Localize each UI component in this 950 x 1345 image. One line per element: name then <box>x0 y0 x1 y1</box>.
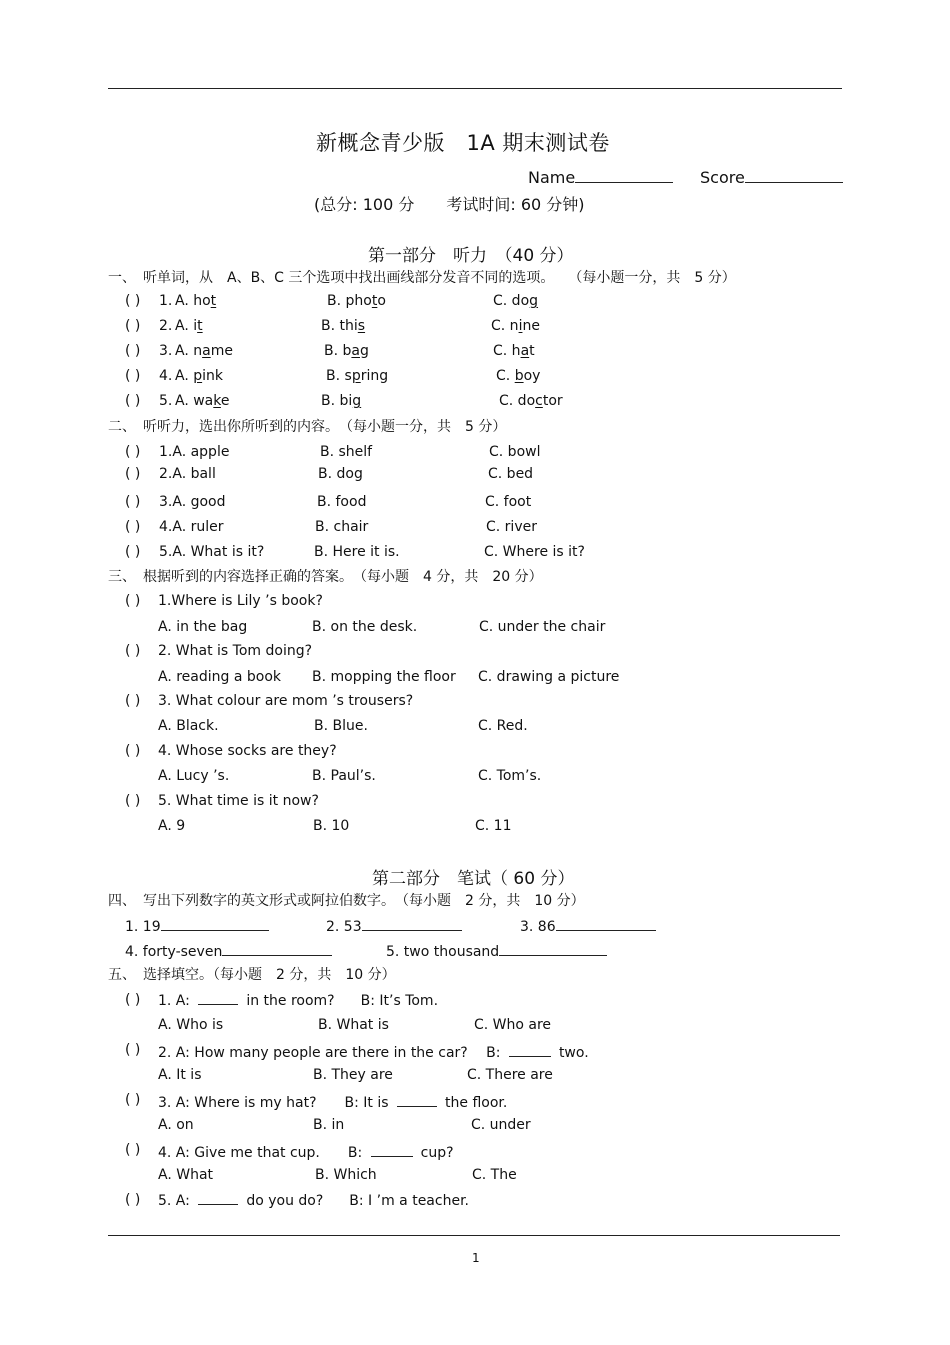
option-b[interactable]: B. They are <box>313 1067 393 1083</box>
answer-paren[interactable]: ( ) <box>125 293 141 309</box>
option-a[interactable] <box>175 293 216 309</box>
page-title: 新概念青少版 1A 期末测试卷 <box>316 131 610 155</box>
name-field[interactable] <box>528 168 673 187</box>
option-b[interactable]: B. Here it is. <box>314 544 400 560</box>
score-field[interactable] <box>700 168 843 187</box>
option-text: me <box>210 343 233 359</box>
answer-speaker-b: B: It’s Tom. <box>360 993 439 1009</box>
option-a[interactable]: A. What <box>158 1167 214 1183</box>
answer-paren[interactable]: ( ) <box>125 544 141 560</box>
answer-paren[interactable]: ( ) <box>125 519 141 535</box>
option-text: ring <box>360 368 389 384</box>
option-a[interactable]: A. Black. <box>158 718 219 734</box>
answer-paren[interactable]: ( ) <box>125 593 141 609</box>
answer-paren[interactable]: ( ) <box>125 643 141 659</box>
number-question-4 <box>125 943 332 960</box>
name-label: Name <box>528 168 576 187</box>
option-text: t <box>529 343 535 359</box>
option-b[interactable] <box>321 318 365 334</box>
number-question-2 <box>326 918 462 935</box>
name-blank[interactable] <box>575 170 673 183</box>
option-text: C. <box>496 368 515 384</box>
option-text: C. n <box>491 318 519 334</box>
number-question-2-text: 2. 53 <box>326 919 362 935</box>
page-number: 1 <box>472 1251 480 1265</box>
question-text: 2. What is Tom doing? <box>158 643 313 659</box>
number-answer-2[interactable] <box>362 918 462 931</box>
part2-title: 第二部分 笔试（ 60 分） <box>372 869 575 889</box>
answer-paren[interactable]: ( ) <box>125 466 141 482</box>
fill-blank[interactable] <box>509 1044 551 1057</box>
option-c[interactable] <box>493 293 538 309</box>
option-c[interactable]: C. Where is it? <box>484 544 585 560</box>
option-c[interactable]: C. Red. <box>478 718 528 734</box>
option-a[interactable]: A. on <box>158 1117 194 1133</box>
answer-paren[interactable]: ( ) <box>125 992 141 1008</box>
number-answer-1[interactable] <box>161 918 269 931</box>
option-c[interactable]: C. river <box>486 519 537 535</box>
fill-blank[interactable] <box>397 1094 437 1107</box>
option-text: A. wa <box>175 393 214 409</box>
option-b[interactable]: B. mopping the floor <box>312 669 456 685</box>
fill-blank[interactable] <box>198 992 238 1005</box>
underlined-letter: p <box>193 368 203 384</box>
option-b[interactable] <box>321 393 361 409</box>
question-text <box>158 1042 589 1062</box>
underlined-letter: g <box>352 393 362 409</box>
option-c[interactable]: C. foot <box>485 494 532 510</box>
number-question-4-text: 4. forty-seven <box>125 944 223 960</box>
score-label: Score <box>700 168 745 187</box>
number-answer-5[interactable] <box>499 943 607 956</box>
underlined-letter: t <box>371 293 378 309</box>
answer-paren[interactable]: ( ) <box>125 743 141 759</box>
underlined-letter: s <box>357 318 366 334</box>
answer-paren[interactable]: ( ) <box>125 368 141 384</box>
option-text: A. i <box>175 318 198 334</box>
option-b[interactable]: B. 10 <box>313 818 350 834</box>
question-suffix: in the room? <box>246 993 335 1009</box>
option-c[interactable]: C. Tom’s. <box>478 768 542 784</box>
answer-paren[interactable]: ( ) <box>125 343 141 359</box>
option-b[interactable]: B. on the desk. <box>312 619 418 635</box>
option-b[interactable]: B. chair <box>315 519 369 535</box>
option-text: C. do <box>493 293 530 309</box>
answer-paren[interactable]: ( ) <box>125 318 141 334</box>
number-question-5 <box>386 943 607 960</box>
option-text: B. bi <box>321 393 353 409</box>
option-a[interactable]: 2.A. ball <box>159 466 216 482</box>
question-prefix: 1. A: <box>158 993 190 1009</box>
option-b[interactable]: B. Which <box>315 1167 377 1183</box>
option-b[interactable]: B. Paul’s. <box>312 768 376 784</box>
option-b[interactable]: B. Blue. <box>314 718 368 734</box>
option-b[interactable]: B. shelf <box>320 444 373 460</box>
question-number: 2. <box>159 318 173 334</box>
option-a[interactable]: A. 9 <box>158 818 186 834</box>
number-question-3-text: 3. 86 <box>520 919 556 935</box>
underlined-letter: b <box>514 368 524 384</box>
section3-title: 三、 根据听到的内容选择正确的答案。 （每小题 4 分，共 20 分） <box>108 569 543 585</box>
question-prefix: 5. A: <box>158 1193 190 1209</box>
option-text: A. <box>175 368 194 384</box>
question-suffix: cup? <box>420 1145 454 1161</box>
question-prefix: 4. A: Give me that cup. B: <box>158 1145 363 1161</box>
fill-blank[interactable] <box>371 1144 413 1157</box>
option-c[interactable]: C. under the chair <box>479 619 606 635</box>
option-text: o <box>377 293 386 309</box>
underlined-letter: p <box>351 368 361 384</box>
question-text <box>158 1142 454 1162</box>
fill-blank[interactable] <box>198 1192 238 1205</box>
option-b[interactable] <box>327 293 386 309</box>
question-number: 1. <box>159 293 173 309</box>
question-text: 1.Where is Lily ’s book? <box>158 593 323 609</box>
answer-paren[interactable]: ( ) <box>125 444 141 460</box>
option-b[interactable]: B. in <box>313 1117 345 1133</box>
option-a[interactable]: 4.A. ruler <box>159 519 224 535</box>
option-b[interactable] <box>326 368 388 384</box>
option-text: ne <box>522 318 540 334</box>
underlined-letter: k <box>213 393 221 409</box>
option-a[interactable]: A. Who is <box>158 1017 224 1033</box>
option-text: tor <box>542 393 563 409</box>
answer-paren[interactable]: ( ) <box>125 793 141 809</box>
option-a[interactable]: A. It is <box>158 1067 202 1083</box>
option-a[interactable] <box>175 393 230 409</box>
question-suffix: two. <box>558 1045 589 1061</box>
option-c[interactable]: C. bed <box>488 466 534 482</box>
option-c[interactable] <box>491 318 540 334</box>
option-c[interactable]: C. The <box>472 1167 517 1183</box>
number-question-1 <box>125 918 269 935</box>
underlined-letter: t <box>197 318 203 334</box>
answer-paren[interactable]: ( ) <box>125 494 141 510</box>
section2-title: 二、 听听力，选出你所听到的内容。 （每小题一分，共 5 分） <box>108 419 507 435</box>
option-a[interactable]: A. reading a book <box>158 669 282 685</box>
option-c[interactable] <box>496 368 540 384</box>
number-question-5-text: 5. two thousand <box>386 944 500 960</box>
option-text: A. n <box>175 343 203 359</box>
option-c[interactable]: C. Who are <box>474 1017 552 1033</box>
question-number: 3. <box>159 343 173 359</box>
option-text: C. do <box>499 393 536 409</box>
question-suffix: the floor. <box>445 1095 508 1111</box>
question-number: 4. <box>159 368 173 384</box>
option-b[interactable]: B. dog <box>318 466 363 482</box>
section4-title: 四、 写出下列数字的英文形式或阿拉伯数字。 （每小题 2 分，共 10 分） <box>108 893 585 909</box>
option-text: B. b <box>324 343 352 359</box>
option-c[interactable]: C. There are <box>467 1067 553 1083</box>
question-text <box>158 1092 507 1112</box>
option-text: A. ho <box>175 293 211 309</box>
answer-paren[interactable]: ( ) <box>125 393 141 409</box>
answer-paren[interactable]: ( ) <box>125 1092 141 1108</box>
answer-paren[interactable]: ( ) <box>125 1042 141 1058</box>
part1-title: 第一部分 听力 （40 分） <box>368 246 574 266</box>
option-a[interactable]: 1.A. apple <box>159 444 230 460</box>
question-text: 3. What colour are mom ’s trousers? <box>158 693 414 709</box>
answer-paren[interactable]: ( ) <box>125 1142 141 1158</box>
underlined-letter: a <box>202 343 211 359</box>
question-suffix: do you do? <box>246 1193 324 1209</box>
option-text: B. pho <box>327 293 372 309</box>
section1-title: 一、 听单词，从 A、B、C 三个选项中找出画线部分发音不同的选项。 （每小题一分，共 5 分） <box>108 270 736 286</box>
option-c[interactable]: C. 11 <box>475 818 512 834</box>
option-text: B. s <box>326 368 352 384</box>
underlined-letter: a <box>520 343 530 359</box>
underlined-letter: i <box>518 318 523 334</box>
question-prefix: 3. A: Where is my hat? B: It is <box>158 1095 389 1111</box>
number-question-1-text: 1. 19 <box>125 919 161 935</box>
option-text: C. h <box>493 343 521 359</box>
option-c[interactable] <box>493 343 535 359</box>
option-text: oy <box>523 368 541 384</box>
option-a[interactable] <box>175 343 233 359</box>
number-question-3 <box>520 918 656 935</box>
number-answer-4[interactable] <box>222 943 332 956</box>
option-c[interactable] <box>499 393 563 409</box>
option-c[interactable]: C. bowl <box>489 444 541 460</box>
option-text: ink <box>202 368 223 384</box>
option-a[interactable]: A. in the bag <box>158 619 248 635</box>
underlined-letter: t <box>210 293 217 309</box>
question-text <box>158 992 438 1009</box>
question-text <box>158 1192 469 1209</box>
question-text: 5. What time is it now? <box>158 793 319 809</box>
option-a[interactable]: 3.A. good <box>159 494 226 510</box>
option-c[interactable]: C. drawing a picture <box>478 669 620 685</box>
question-prefix: 2. A: How many people are there in the car? B: <box>158 1045 501 1061</box>
underlined-letter: a <box>351 343 360 359</box>
question-text: 4. Whose socks are they? <box>158 743 337 759</box>
underlined-letter: c <box>535 393 543 409</box>
exam-info: (总分: 100 分 考试时间: 60 分钟) <box>314 195 585 214</box>
section5-title: 五、 选择填空。（每小题 2 分，共 10 分） <box>108 967 396 983</box>
top-rule <box>108 88 842 89</box>
underlined-letter: g <box>529 293 539 309</box>
option-a[interactable]: A. Lucy ’s. <box>158 768 230 784</box>
option-text: B. thi <box>321 318 358 334</box>
bottom-rule <box>108 1235 840 1236</box>
answer-paren[interactable]: ( ) <box>125 1192 141 1208</box>
score-blank[interactable] <box>745 170 843 183</box>
option-a[interactable] <box>175 318 203 334</box>
option-c[interactable]: C. under <box>471 1117 531 1133</box>
option-b[interactable]: B. food <box>317 494 367 510</box>
option-text: g <box>360 343 369 359</box>
question-number: 5. <box>159 393 173 409</box>
option-b[interactable] <box>324 343 369 359</box>
option-a[interactable]: 5.A. What is it? <box>159 544 265 560</box>
option-text: e <box>220 393 230 409</box>
answer-paren[interactable]: ( ) <box>125 693 141 709</box>
answer-speaker-b: B: I ’m a teacher. <box>349 1193 469 1209</box>
option-b[interactable]: B. What is <box>318 1017 389 1033</box>
option-a[interactable] <box>175 368 223 384</box>
number-answer-3[interactable] <box>556 918 656 931</box>
